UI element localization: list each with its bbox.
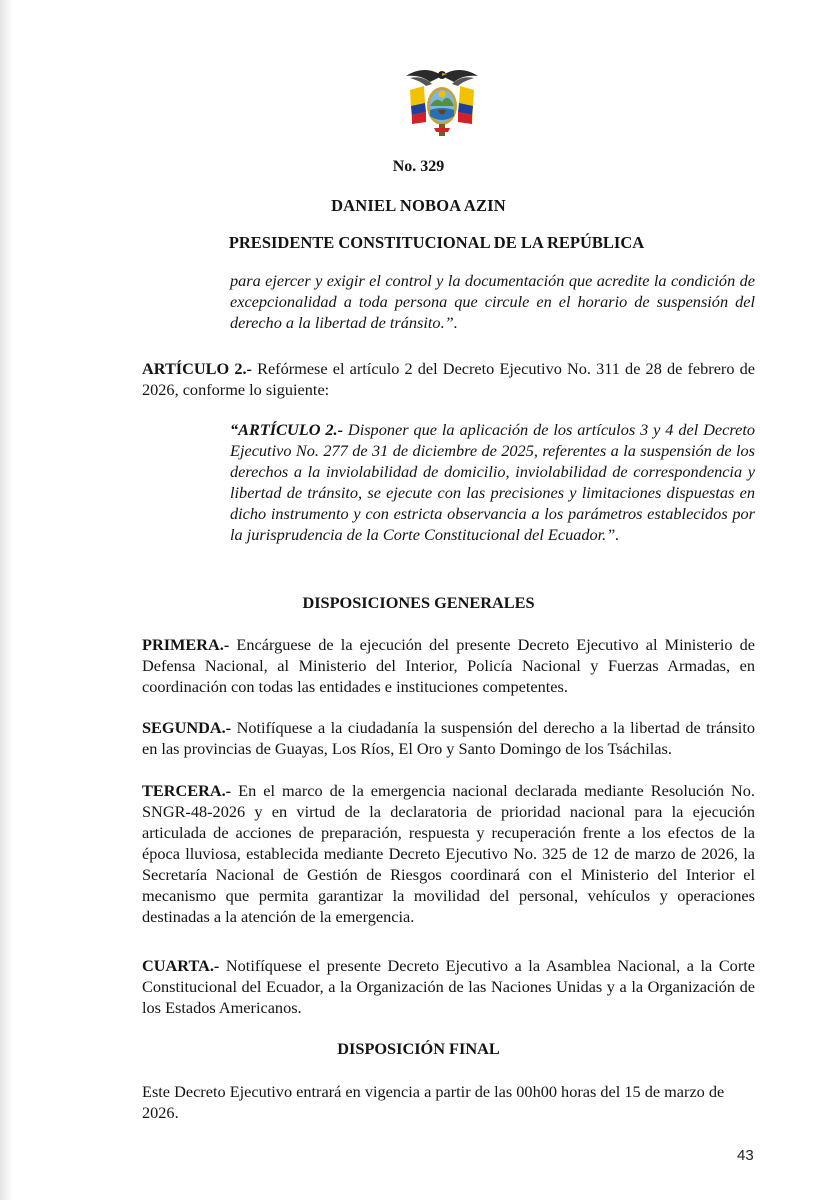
article-2-heading: ARTÍCULO 2.- xyxy=(142,359,252,378)
primera-paragraph xyxy=(142,634,755,697)
page-number: 43 xyxy=(737,1147,754,1164)
segunda-text: Notifíquese a la ciudadanía la suspensión del derecho a la libertad de tránsito en las provincias de Guayas, Los Ríos, El Oro y Santo Domingo de los Tsáchilas. xyxy=(142,718,755,758)
final-provision-text: Este Decreto Ejecutivo entrará en vigencia a partir de las 00h00 horas del 15 de marzo de 2026. xyxy=(142,1082,725,1122)
tercera-paragraph xyxy=(142,780,755,927)
general-provisions-title: DISPOSICIONES GENERALES xyxy=(302,593,535,612)
article-2-paragraph xyxy=(142,358,755,400)
article-2-text: Refórmese el artículo 2 del Decreto Ejecutivo No. 311 de 28 de febrero de 2026, conforme lo siguiente: xyxy=(142,359,755,399)
cuarta-text: Notifíquese el presente Decreto Ejecutivo a la Asamblea Nacional, a la Corte Constitucional del Ecuador, a la Organización de las Naciones Unidas y a la Organización de los Estados Americanos. xyxy=(142,956,755,1017)
primera-heading: PRIMERA.- xyxy=(142,635,230,654)
cuarta-paragraph xyxy=(142,955,755,1018)
article-2-quote-heading: “ARTÍCULO 2.- xyxy=(230,420,344,439)
segunda-heading: SEGUNDA.- xyxy=(142,718,232,737)
decree-number: No. 329 xyxy=(392,158,445,175)
tercera-text: En el marco de la emergencia nacional declarada mediante Resolución No. SNGR-48-2026 y en virtud de la declaratoria de prioridad nacional para la ejecución articulada de acciones de preparación, respuesta y recuperación frente a los efectos de la época lluviosa, establecida mediante Decreto Ejecutivo No. 325 de 12 de marzo de 2026, la Secretaría Nacional de Gestión de Riesgos coordinará con el Ministerio del Interior el mecanismo que permita garantizar la movilidad del personal, vehículos y operaciones destinadas a la atención de la emergencia. xyxy=(142,781,755,926)
president-name: DANIEL NOBOA AZIN xyxy=(331,196,506,215)
final-provision-title: DISPOSICIÓN FINAL xyxy=(337,1039,500,1058)
segunda-paragraph xyxy=(142,717,755,759)
continuation-paragraph: para ejercer y exigir el control y la documentación que acredite la condición de excepcionalidad a toda persona que circule en el horario de suspensión del derecho a la libertad de tránsito.”. xyxy=(230,271,755,332)
article-2-quote-text: Disponer que la aplicación de los artículos 3 y 4 del Decreto Ejecutivo No. 277 de 31 de diciembre de 2025, referentes a la suspensión de los derechos a la inviolabilidad de domicilio, inviolabilidad de correspondencia y libertad de tránsito, se ejecute con las precisiones y limitaciones dispuestas en dicho instrumento y con estricta observancia a los parámetros establecidos por la jurisprudencia de la Corte Constitucional del Ecuador.”. xyxy=(230,420,755,544)
primera-text: Encárguese de la ejecución del presente Decreto Ejecutivo al Ministerio de Defensa Nacional, al Ministerio del Interior, Policía Nacional y Fuerzas Armadas, en coordinación con todas las entidades e instituciones competentes. xyxy=(142,635,755,696)
ecuador-coat-of-arms-icon xyxy=(402,62,482,142)
cuarta-heading: CUARTA.- xyxy=(142,956,220,975)
article-2-quote-paragraph xyxy=(230,419,755,545)
tercera-heading: TERCERA.- xyxy=(142,781,232,800)
president-office: PRESIDENTE CONSTITUCIONAL DE LA REPÚBLICA xyxy=(228,233,645,252)
